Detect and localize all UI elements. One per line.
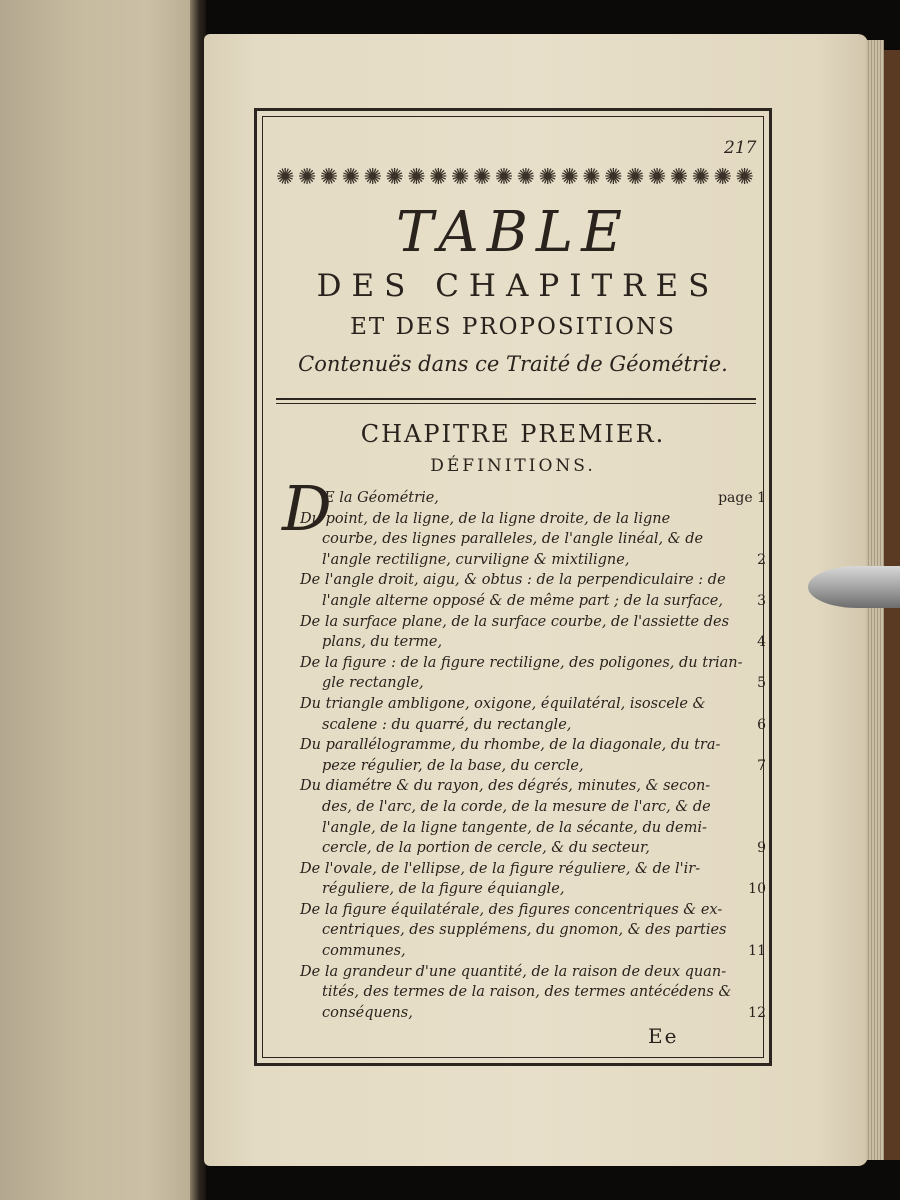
ornament-rosette-icon: ✺: [538, 165, 557, 190]
entry-line: [300, 900, 770, 921]
entry-text: réguliere, de la figure équiangle,: [322, 881, 565, 898]
entry-line: [300, 735, 770, 756]
entry-line: [300, 879, 770, 900]
entry-page-number: 5: [757, 675, 766, 692]
facing-page: [0, 0, 196, 1200]
entry-line: [300, 673, 770, 694]
entry-line: [300, 509, 770, 530]
contents-entry: [300, 776, 770, 858]
entry-line: [300, 570, 770, 591]
divider-rule-thin: [276, 403, 756, 404]
contents-list: [300, 488, 770, 1023]
entry-page-number: 7: [757, 757, 766, 774]
entry-text: E la Géométrie,: [324, 490, 439, 506]
ornament-rosette-icon: ✺: [407, 165, 426, 190]
ornament-rosette-icon: ✺: [691, 165, 711, 190]
subtitle-chapitres: DES CHAPITRES: [316, 268, 720, 304]
entry-line: [300, 818, 770, 839]
entry-text: des, de l'arc, de la corde, de la mesure de l'arc, & de: [322, 798, 711, 815]
entry-page-number: 3: [757, 592, 766, 609]
drop-cap: D: [282, 472, 332, 545]
entry-line: [300, 838, 770, 859]
entry-text: gle rectangle,: [322, 675, 424, 692]
entry-line: [300, 1003, 770, 1024]
ornament-rosette-icon: ✺: [429, 165, 448, 190]
ornament-rosette-icon: ✺: [560, 165, 579, 190]
entry-text: De la grandeur d'une quantité, de la raison de deux quan-: [300, 963, 727, 980]
entry-page-number: 4: [757, 634, 766, 651]
contents-entry: [300, 962, 770, 1024]
entry-text: l'angle, de la ligne tangente, de la sécante, du demi-: [322, 819, 707, 836]
contents-entry: [300, 653, 770, 694]
metal-bookmark: [808, 566, 900, 608]
contents-entry: [300, 694, 770, 735]
divider-rule: [276, 398, 756, 400]
page-number: 217: [724, 138, 757, 158]
contents-entry: [300, 900, 770, 962]
entry-text: De l'angle droit, aigu, & obtus : de la perpendiculaire : de: [300, 572, 726, 589]
entry-line: [300, 488, 770, 509]
entry-text: peze régulier, de la base, du cercle,: [322, 757, 584, 774]
entry-line: [300, 920, 770, 941]
entry-text: communes,: [322, 943, 406, 960]
entry-line: [300, 653, 770, 674]
ornament-rosette-icon: ✺: [626, 165, 645, 190]
contents-entry: [300, 612, 770, 653]
contents-entry: [300, 735, 770, 776]
signature-mark: Ee: [648, 1024, 679, 1048]
ornament-rosette-icon: ✺: [494, 165, 514, 190]
ornament-rosette-icon: ✺: [363, 165, 382, 190]
entry-text: plans, du terme,: [322, 634, 443, 651]
ornament-rosette-icon: ✺: [582, 165, 601, 190]
ornament-rosette-icon: ✺: [516, 165, 536, 190]
entry-line: [300, 982, 770, 1003]
entry-line: [300, 941, 770, 962]
entry-text: cercle, de la portion de cercle, & du secteur,: [322, 840, 650, 857]
entry-line: [300, 715, 770, 736]
entry-page-ref: page 1: [718, 490, 766, 506]
subtitle-propositions: ET DES PROPOSITIONS: [350, 314, 676, 340]
ornament-rosette-icon: ✺: [297, 165, 317, 190]
entry-text: scalene : du quarré, du rectangle,: [322, 716, 572, 733]
ornament-band: [276, 164, 754, 192]
ornament-rosette-icon: ✺: [472, 165, 492, 190]
page-title: TABLE: [396, 200, 630, 265]
subtitle-traite: Contenuës dans ce Traité de Géométrie.: [298, 352, 728, 376]
ornament-rosette-icon: ✺: [735, 165, 754, 190]
ornament-rosette-icon: ✺: [276, 165, 295, 190]
entry-text: tités, des termes de la raison, des termes antécédens &: [322, 984, 732, 1001]
entry-line: [300, 612, 770, 633]
entry-text: De la figure : de la figure rectiligne, des poligones, du trian-: [300, 654, 743, 671]
entry-text: centriques, des supplémens, du gnomon, & des parties: [322, 922, 727, 939]
ornament-rosette-icon: ✺: [319, 165, 339, 190]
entry-line: [300, 632, 770, 653]
ornament-rosette-icon: ✺: [647, 165, 667, 190]
entry-text: De l'ovale, de l'ellipse, de la figure réguliere, & de l'ir-: [300, 860, 701, 877]
entry-text: courbe, des lignes paralleles, de l'angle linéal, & de: [322, 531, 704, 548]
chapter-title: CHAPITRE PREMIER.: [360, 420, 666, 448]
ornament-rosette-icon: ✺: [385, 165, 404, 190]
entry-text: conséquens,: [322, 1004, 413, 1021]
entry-text: Du point, de la ligne, de la ligne droite, de la ligne: [300, 510, 671, 527]
ornament-rosette-icon: ✺: [341, 165, 361, 190]
contents-entry: [300, 570, 770, 611]
ornament-rosette-icon: ✺: [451, 165, 470, 190]
entry-line: [300, 550, 770, 571]
contents-entry: [300, 488, 770, 570]
entry-page-number: 10: [748, 881, 766, 898]
entry-text: Du parallélogramme, du rhombe, de la diagonale, du tra-: [300, 737, 721, 754]
entry-line: [300, 797, 770, 818]
entry-line: [300, 591, 770, 612]
entry-line: [300, 694, 770, 715]
entry-page-number: 6: [757, 716, 766, 733]
entry-text: Du triangle ambligone, oxigone, équilatéral, isoscele &: [300, 695, 706, 712]
entry-text: l'angle rectiligne, curviligne & mixtiligne,: [322, 551, 630, 568]
entry-text: De la surface plane, de la surface courbe, de l'assiette des: [300, 613, 730, 630]
entry-text: De la figure équilatérale, des figures concentriques & ex-: [300, 901, 723, 918]
contents-entry: [300, 859, 770, 900]
entry-line: [300, 529, 770, 550]
entry-page-number: 11: [748, 943, 766, 960]
entry-page-number: 9: [757, 840, 766, 857]
entry-line: [300, 962, 770, 983]
ornament-rosette-icon: ✺: [713, 165, 732, 190]
entry-page-number: 2: [757, 551, 766, 568]
entry-page-number: 12: [748, 1004, 766, 1021]
entry-text: l'angle alterne opposé & de même part ; de la surface,: [322, 592, 723, 609]
ornament-rosette-icon: ✺: [604, 165, 623, 190]
ornament-rosette-icon: ✺: [669, 165, 689, 190]
entry-line: [300, 756, 770, 777]
entry-line: [300, 776, 770, 797]
entry-line: [300, 859, 770, 880]
chapter-heading: DÉFINITIONS.: [430, 456, 596, 476]
entry-text: Du diamétre & du rayon, des dégrés, minutes, & secon-: [300, 778, 711, 795]
